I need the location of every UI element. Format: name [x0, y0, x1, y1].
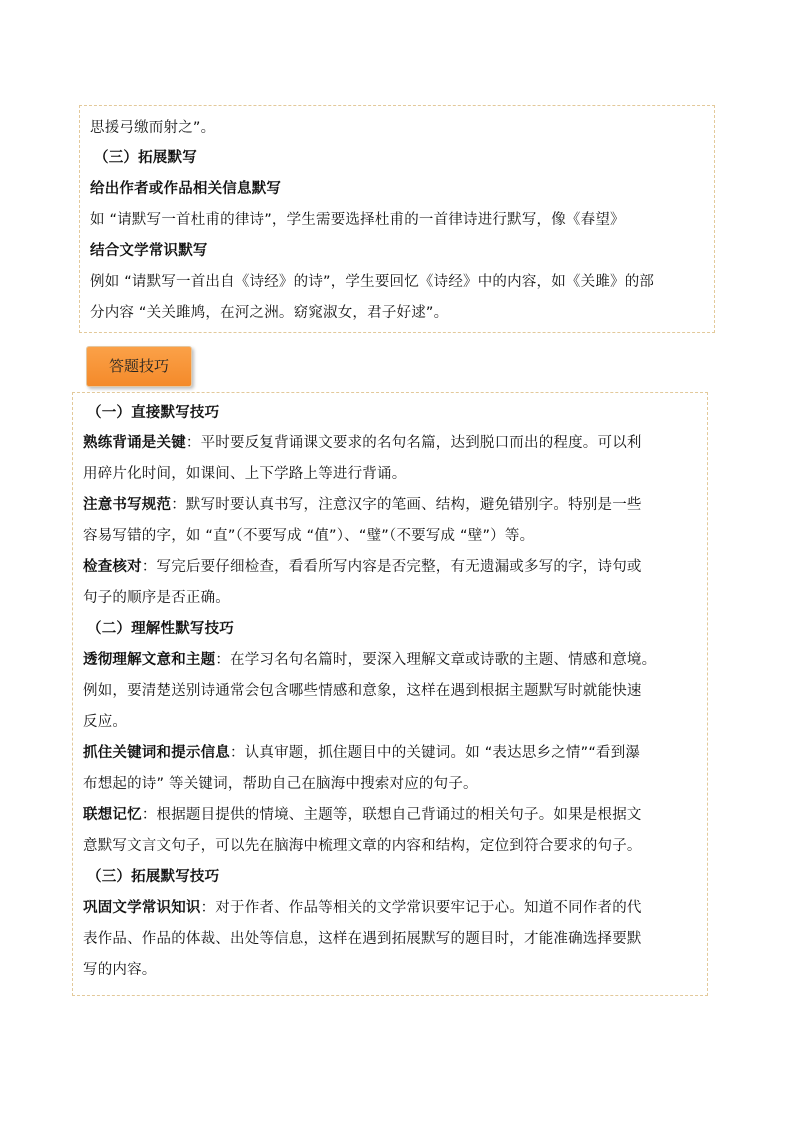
sub-heading: 给出作者或作品相关信息默写: [90, 181, 282, 197]
text-line: 如 “请默写一首杜甫的律诗”，学生需要选择杜甫的一首律诗进行默写，像《春望》: [90, 212, 625, 228]
paragraph-line: [83, 800, 697, 831]
paragraph-text: ：写完后要仔细检查，看看所写内容是否完整，有无遗漏或多写的字，诗句或: [141, 559, 642, 575]
paragraph-line: [83, 645, 697, 676]
paragraph-line: 容易写错的字，如 “直”（不要写成 “值”）、“璧”（不要写成 “壁”）等。: [83, 528, 535, 544]
paragraph-line: 用碎片化时间，如课间、上下学路上等进行背诵。: [83, 466, 407, 482]
text-box-tips: [72, 392, 708, 996]
paragraph-text: ：对于作者、作品等相关的文学常识要牢记于心。知道不同作者的代: [200, 900, 642, 916]
paragraph-lead: 抓住关键词和提示信息: [83, 745, 230, 761]
paragraph-line: 例如，要清楚送别诗通常会包含哪些情感和意象，这样在遇到根据主题默写时就能快速: [83, 683, 642, 699]
paragraph-text: ：认真审题，抓住题目中的关键词。如 “表达思乡之情”“看到瀑: [230, 745, 641, 761]
paragraph-line: 布想起的诗” 等关键词，帮助自己在脑海中搜索对应的句子。: [83, 776, 478, 792]
text-box-top: [79, 105, 715, 333]
paragraph-text: ：在学习名句名篇时，要深入理解文章或诗歌的主题、情感和意境。: [215, 652, 657, 668]
paragraph-line: [83, 738, 697, 769]
paragraph-lead: 熟练背诵是关键: [83, 435, 186, 451]
text-line: 思援弓缴而射之”。: [90, 120, 216, 136]
text-line: 例如 “请默写一首出自《诗经》的诗”，学生要回忆《诗经》中的内容，如《关雎》的部: [90, 274, 655, 290]
section-heading: （三）拓展默写技巧: [87, 869, 220, 885]
paragraph-lead: 注意书写规范: [83, 497, 172, 513]
paragraph-line: [83, 428, 697, 459]
paragraph-line: [83, 893, 697, 924]
paragraph-text: ：根据题目提供的情境、主题等，联想自己背诵过的相关句子。如果是根据文: [141, 807, 642, 823]
paragraph-text: ：默写时要认真书写，注意汉字的笔画、结构，避免错别字。特别是一些: [171, 497, 642, 513]
sub-heading: 结合文学常识默写: [90, 243, 208, 259]
paragraph-line: [83, 490, 697, 521]
paragraph-line: 反应。: [83, 714, 128, 730]
paragraph-text: ：平时要反复背诵课文要求的名句名篇，达到脱口而出的程度。可以利: [185, 435, 642, 451]
section-heading: （三）拓展默写: [94, 150, 197, 166]
text-line: 分内容 “关关雎鸠，在河之洲。窈窕淑女，君子好逑”。: [90, 305, 449, 321]
paragraph-line: 写的内容。: [83, 962, 157, 978]
paragraph-line: [83, 552, 697, 583]
section-heading: （一）直接默写技巧: [87, 405, 220, 421]
paragraph-lead: 联想记忆: [83, 807, 142, 823]
paragraph-line: 表作品、作品的体裁、出处等信息，这样在遇到拓展默写的题目时，才能准确选择要默: [83, 931, 642, 947]
paragraph-lead: 巩固文学常识知识: [83, 900, 201, 916]
section-heading: （二）理解性默写技巧: [87, 621, 234, 637]
paragraph-line: 意默写文言文句子，可以先在脑海中梳理文章的内容和结构，定位到符合要求的句子。: [83, 838, 642, 854]
paragraph-lead: 检查核对: [83, 559, 142, 575]
paragraph-line: 句子的顺序是否正确。: [83, 590, 230, 606]
answer-tips-tab: 答题技巧: [86, 346, 192, 387]
paragraph-lead: 透彻理解文意和主题: [83, 652, 216, 668]
